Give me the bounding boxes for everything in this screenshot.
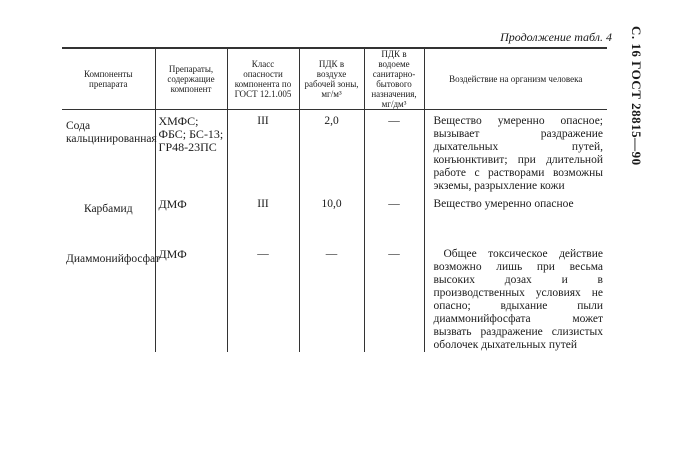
cell-preparations: ХМФС; ФБС; БС-13; ГР48-23ПС: [155, 110, 227, 194]
table-row: [62, 110, 607, 194]
cell-pdk-water: —: [364, 243, 424, 352]
header-pdk-work: ПДК в воздухе рабочей зоны, мг/м³: [299, 48, 364, 110]
table-row: [62, 193, 607, 243]
cell-effect: Вещество умеренно опасное: [424, 193, 607, 243]
cell-hazard-class: III: [227, 110, 299, 194]
cell-hazard-class: —: [227, 243, 299, 352]
cell-hazard-class: III: [227, 193, 299, 243]
table-continuation-caption: Продолжение табл. 4: [500, 30, 612, 44]
table-header-row: [62, 48, 607, 110]
cell-pdk-work: —: [299, 243, 364, 352]
cell-pdk-water: —: [364, 110, 424, 194]
cell-effect: Общее токсическое действие возможно лишь при весьма высоких дозах и в производственных условиях не опасно; вдыхание пыли диаммонийфосфата может вызвать раздражение слизистых оболочек дыхательных путей: [424, 243, 607, 352]
table-row: [62, 243, 607, 352]
header-hazard-class: Класс опасности компонента по ГОСТ 12.1.005: [227, 48, 299, 110]
cell-component: Сода кальцинированная: [66, 120, 157, 145]
cell-effect: Вещество умеренно опасное; вызывает раздражение дыхательных путей, конъюнктивит; при длительной работе с растворами возможны экземы, разрыхление кожи: [424, 110, 607, 194]
standard-page-header: С. 16 ГОСТ 28815—90: [629, 26, 644, 166]
cell-preparations: ДМФ: [155, 243, 227, 352]
cell-pdk-work: 2,0: [299, 110, 364, 194]
cell-component: Диаммонийфосфат: [66, 253, 160, 265]
cell-preparations: ДМФ: [155, 193, 227, 243]
header-effect: Воздействие на организм человека: [424, 48, 607, 110]
hazard-table: [62, 47, 607, 352]
cell-pdk-water: —: [364, 193, 424, 243]
header-component: Компоненты препарата: [62, 48, 155, 110]
header-pdk-water: ПДК в водоеме санитарно-бытового назначения, мг/дм³: [364, 48, 424, 110]
cell-component: Карбамид: [83, 203, 133, 215]
cell-pdk-work: 10,0: [299, 193, 364, 243]
header-preparations: Препараты, содержащие компонент: [155, 48, 227, 110]
